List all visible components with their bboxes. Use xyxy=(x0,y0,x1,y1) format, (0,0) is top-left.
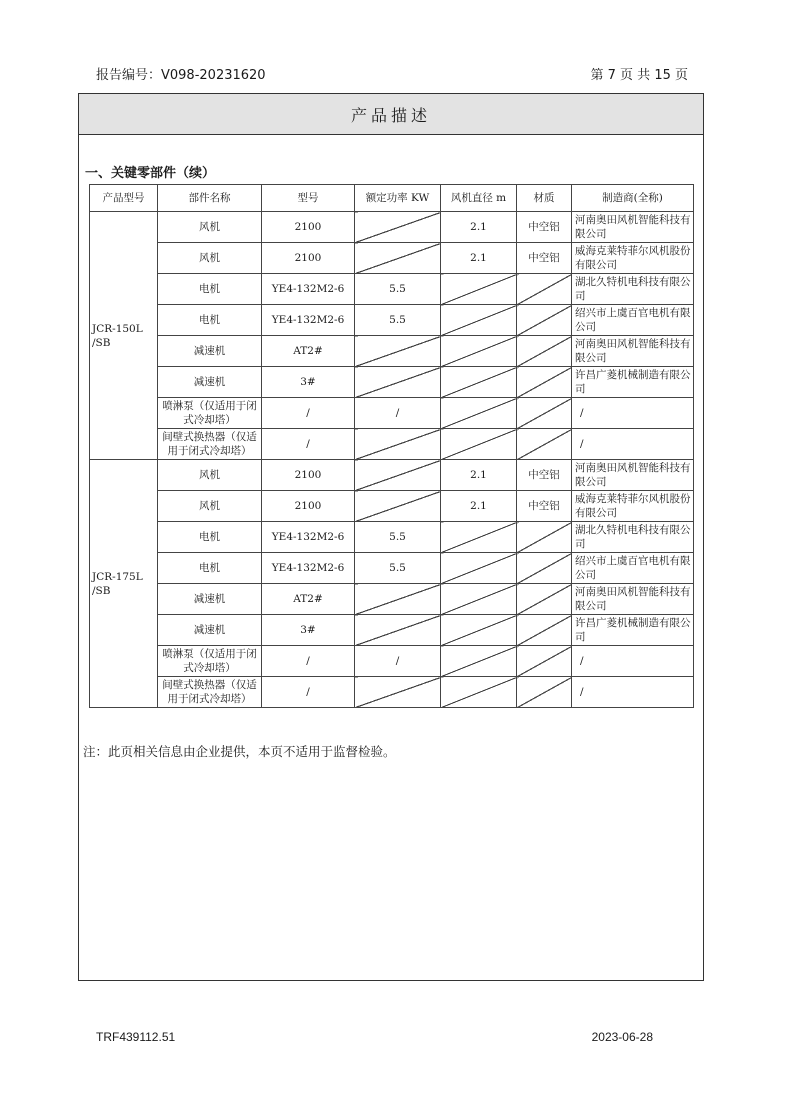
rated-power-cell: 5.5 xyxy=(355,274,441,305)
material-cell xyxy=(517,646,572,677)
part-name-cell: 减速机 xyxy=(158,336,262,367)
part-type-cell: YE4-132M2-6 xyxy=(262,274,355,305)
part-type-cell: 3# xyxy=(262,367,355,398)
part-name-cell: 风机 xyxy=(158,243,262,274)
material-cell xyxy=(517,584,572,615)
manufacturer-cell: 绍兴市上虞百官电机有限公司 xyxy=(572,305,694,336)
col-header: 产品型号 xyxy=(90,185,158,212)
material-cell xyxy=(517,429,572,460)
fan-diameter-cell xyxy=(441,553,517,584)
part-type-cell: / xyxy=(262,429,355,460)
table-row xyxy=(90,274,694,305)
part-type-cell: YE4-132M2-6 xyxy=(262,305,355,336)
table-row xyxy=(90,398,694,429)
part-type-cell: YE4-132M2-6 xyxy=(262,553,355,584)
part-name-cell: 间壁式换热器（仅适用于闭式冷却塔） xyxy=(158,429,262,460)
page-title: 产品描述 xyxy=(79,94,703,135)
part-type-cell: 2100 xyxy=(262,491,355,522)
rated-power-cell xyxy=(355,429,441,460)
material-cell xyxy=(517,553,572,584)
material-cell: 中空铝 xyxy=(517,243,572,274)
form-number: TRF439112.51 xyxy=(96,1030,176,1044)
fan-diameter-cell xyxy=(441,336,517,367)
part-name-cell: 减速机 xyxy=(158,584,262,615)
part-name-cell: 喷淋泵（仅适用于闭式冷却塔） xyxy=(158,398,262,429)
rated-power-cell xyxy=(355,491,441,522)
fan-diameter-cell: 2.1 xyxy=(441,243,517,274)
table-header-row xyxy=(90,185,694,212)
fan-diameter-cell xyxy=(441,646,517,677)
content-frame xyxy=(78,93,704,981)
fan-diameter-cell xyxy=(441,615,517,646)
col-header: 额定功率 KW xyxy=(355,185,441,212)
rated-power-cell xyxy=(355,336,441,367)
report-number: 报告编号：V098-20231620 xyxy=(96,68,266,83)
table-row xyxy=(90,677,694,708)
rated-power-cell xyxy=(355,677,441,708)
part-name-cell: 风机 xyxy=(158,460,262,491)
part-name-cell: 喷淋泵（仅适用于闭式冷却塔） xyxy=(158,646,262,677)
material-cell xyxy=(517,522,572,553)
part-type-cell: AT2# xyxy=(262,336,355,367)
table-row xyxy=(90,553,694,584)
part-type-cell: 2100 xyxy=(262,212,355,243)
part-type-cell: AT2# xyxy=(262,584,355,615)
rated-power-cell xyxy=(355,615,441,646)
rated-power-cell: 5.5 xyxy=(355,305,441,336)
material-cell xyxy=(517,677,572,708)
page-note: 注：此页相关信息由企业提供，本页不适用于监督检验。 xyxy=(83,744,396,759)
material-cell: 中空铝 xyxy=(517,491,572,522)
material-cell xyxy=(517,305,572,336)
table-row xyxy=(90,367,694,398)
part-type-cell: / xyxy=(262,677,355,708)
part-type-cell: 2100 xyxy=(262,243,355,274)
manufacturer-cell: / xyxy=(572,398,694,429)
table-row xyxy=(90,243,694,274)
manufacturer-cell: / xyxy=(572,429,694,460)
col-header: 型号 xyxy=(262,185,355,212)
part-name-cell: 风机 xyxy=(158,212,262,243)
part-name-cell: 间壁式换热器（仅适用于闭式冷却塔） xyxy=(158,677,262,708)
rated-power-cell: / xyxy=(355,646,441,677)
product-model-cell: JCR-175L /SB xyxy=(90,460,158,708)
table-row xyxy=(90,460,694,491)
fan-diameter-cell xyxy=(441,584,517,615)
table-row xyxy=(90,305,694,336)
table-row xyxy=(90,584,694,615)
table-row xyxy=(90,646,694,677)
fan-diameter-cell: 2.1 xyxy=(441,460,517,491)
table-body xyxy=(90,212,694,708)
rated-power-cell: 5.5 xyxy=(355,553,441,584)
fan-diameter-cell: 2.1 xyxy=(441,491,517,522)
rated-power-cell xyxy=(355,367,441,398)
page-indicator: 第 7 页 共 15 页 xyxy=(590,68,688,83)
material-cell xyxy=(517,367,572,398)
part-type-cell: 3# xyxy=(262,615,355,646)
fan-diameter-cell: 2.1 xyxy=(441,212,517,243)
part-type-cell: / xyxy=(262,646,355,677)
manufacturer-cell: / xyxy=(572,646,694,677)
manufacturer-cell: 湖北久特机电科技有限公司 xyxy=(572,522,694,553)
product-model-cell: JCR-150L /SB xyxy=(90,212,158,460)
table-row xyxy=(90,522,694,553)
material-cell xyxy=(517,274,572,305)
manufacturer-cell: 威海克莱特菲尔风机股份有限公司 xyxy=(572,243,694,274)
table-row xyxy=(90,429,694,460)
part-name-cell: 电机 xyxy=(158,553,262,584)
part-type-cell: / xyxy=(262,398,355,429)
fan-diameter-cell xyxy=(441,429,517,460)
col-header: 风机直径 m xyxy=(441,185,517,212)
manufacturer-cell: 许昌广菱机械制造有限公司 xyxy=(572,615,694,646)
key-parts-table xyxy=(89,184,694,708)
rated-power-cell xyxy=(355,212,441,243)
rated-power-cell xyxy=(355,584,441,615)
rated-power-cell: 5.5 xyxy=(355,522,441,553)
fan-diameter-cell xyxy=(441,522,517,553)
part-name-cell: 电机 xyxy=(158,522,262,553)
manufacturer-cell: 河南奥田风机智能科技有限公司 xyxy=(572,584,694,615)
part-name-cell: 电机 xyxy=(158,274,262,305)
part-type-cell: 2100 xyxy=(262,460,355,491)
manufacturer-cell: 威海克莱特菲尔风机股份有限公司 xyxy=(572,491,694,522)
col-header: 制造商(全称) xyxy=(572,185,694,212)
rated-power-cell: / xyxy=(355,398,441,429)
fan-diameter-cell xyxy=(441,367,517,398)
report-date: 2023-06-28 xyxy=(591,1030,653,1044)
manufacturer-cell: / xyxy=(572,677,694,708)
rated-power-cell xyxy=(355,243,441,274)
material-cell: 中空铝 xyxy=(517,212,572,243)
fan-diameter-cell xyxy=(441,305,517,336)
table-row xyxy=(90,336,694,367)
part-name-cell: 风机 xyxy=(158,491,262,522)
manufacturer-cell: 许昌广菱机械制造有限公司 xyxy=(572,367,694,398)
material-cell xyxy=(517,615,572,646)
col-header: 部件名称 xyxy=(158,185,262,212)
table-row xyxy=(90,615,694,646)
fan-diameter-cell xyxy=(441,677,517,708)
material-cell xyxy=(517,336,572,367)
manufacturer-cell: 河南奥田风机智能科技有限公司 xyxy=(572,212,694,243)
material-cell: 中空铝 xyxy=(517,460,572,491)
fan-diameter-cell xyxy=(441,398,517,429)
table-row xyxy=(90,212,694,243)
part-name-cell: 减速机 xyxy=(158,615,262,646)
rated-power-cell xyxy=(355,460,441,491)
table-row xyxy=(90,491,694,522)
manufacturer-cell: 湖北久特机电科技有限公司 xyxy=(572,274,694,305)
part-name-cell: 电机 xyxy=(158,305,262,336)
fan-diameter-cell xyxy=(441,274,517,305)
manufacturer-cell: 河南奥田风机智能科技有限公司 xyxy=(572,460,694,491)
section-title: 一、关键零部件（续） xyxy=(85,166,216,181)
part-name-cell: 减速机 xyxy=(158,367,262,398)
manufacturer-cell: 河南奥田风机智能科技有限公司 xyxy=(572,336,694,367)
part-type-cell: YE4-132M2-6 xyxy=(262,522,355,553)
col-header: 材质 xyxy=(517,185,572,212)
material-cell xyxy=(517,398,572,429)
manufacturer-cell: 绍兴市上虞百官电机有限公司 xyxy=(572,553,694,584)
